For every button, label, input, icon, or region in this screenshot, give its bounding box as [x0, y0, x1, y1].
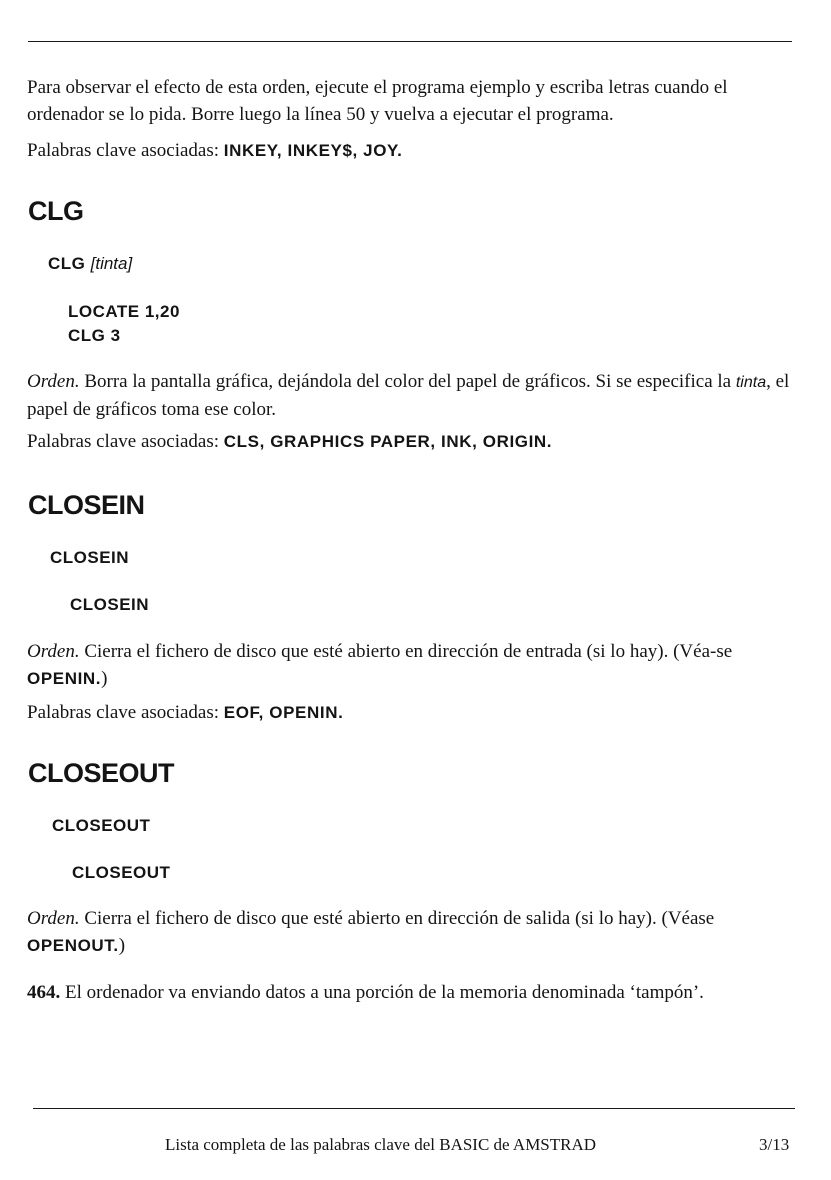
intro-related [27, 137, 797, 164]
closein-description [27, 638, 797, 692]
clg-heading: CLG [28, 196, 84, 226]
closein-desc-label: Orden. [27, 641, 80, 662]
clg-desc-text: Borra la pantalla gráfica, dejándola del color del papel de gráficos. Si se especifica la [84, 371, 732, 392]
closeout-desc-close: ) [118, 935, 126, 956]
clg-syntax-keyword: CLG [48, 254, 86, 273]
clg-syntax-arg: [tinta] [90, 254, 133, 273]
related-keywords: EOF, OPENIN. [223, 703, 344, 722]
closeout-desc-label: Orden. [27, 908, 80, 929]
clg-example-line: CLG 3 [68, 326, 121, 345]
closeout-heading: CLOSEOUT [28, 758, 175, 788]
closein-desc-ref: OPENIN. [27, 669, 102, 688]
closein-related [27, 699, 797, 726]
clg-desc-label: Orden. [27, 371, 80, 392]
related-keywords: INKEY, INKEY$, JOY. [223, 141, 403, 160]
closeout-example: CLOSEOUT [72, 863, 171, 882]
closeout-desc-ref: OPENOUT. [27, 936, 119, 955]
top-rule [28, 41, 792, 42]
related-label: Palabras clave asociadas: [27, 702, 220, 723]
intro-paragraph: Para observar el efecto de esta orden, ejecute el programa ejemplo y escriba letras cuando el ordenador se lo pida. Borre luego la línea 50 y vuelva a ejecutar el programa. [27, 77, 728, 125]
footnote-number: 464. [27, 982, 61, 1003]
related-label: Palabras clave asociadas: [27, 140, 220, 161]
clg-desc-text-end: , el papel de gráficos toma ese color. [27, 371, 790, 420]
page-number: 3/13 [759, 1135, 790, 1154]
closein-desc-close: ) [101, 668, 108, 689]
closeout-description [27, 905, 797, 959]
related-keywords: CLS, GRAPHICS PAPER, INK, ORIGIN. [223, 432, 553, 451]
bottom-rule [33, 1108, 795, 1109]
footnote-text: El ordenador va enviando datos a una porción de la memoria denominada ‘tampón’. [65, 982, 704, 1003]
closein-example: CLOSEIN [70, 595, 150, 614]
clg-example-line: LOCATE 1,20 [68, 302, 180, 321]
closein-desc-text: Cierra el fichero de disco que esté abierto en dirección de entrada (si lo hay). (Véa-se [84, 641, 733, 662]
closein-syntax: CLOSEIN [50, 548, 130, 567]
clg-related [27, 428, 797, 455]
related-label: Palabras clave asociadas: [27, 431, 220, 452]
closeout-desc-text: Cierra el fichero de disco que esté abierto en dirección de salida (si lo hay). (Véase [84, 908, 715, 929]
closein-heading: CLOSEIN [28, 490, 145, 520]
clg-description [27, 368, 797, 423]
clg-syntax [48, 252, 132, 276]
footnote [27, 979, 797, 1006]
clg-desc-italic: tinta [735, 374, 767, 391]
footer-title: Lista completa de las palabras clave del BASIC de AMSTRAD [165, 1135, 597, 1154]
closeout-syntax: CLOSEOUT [52, 816, 151, 835]
